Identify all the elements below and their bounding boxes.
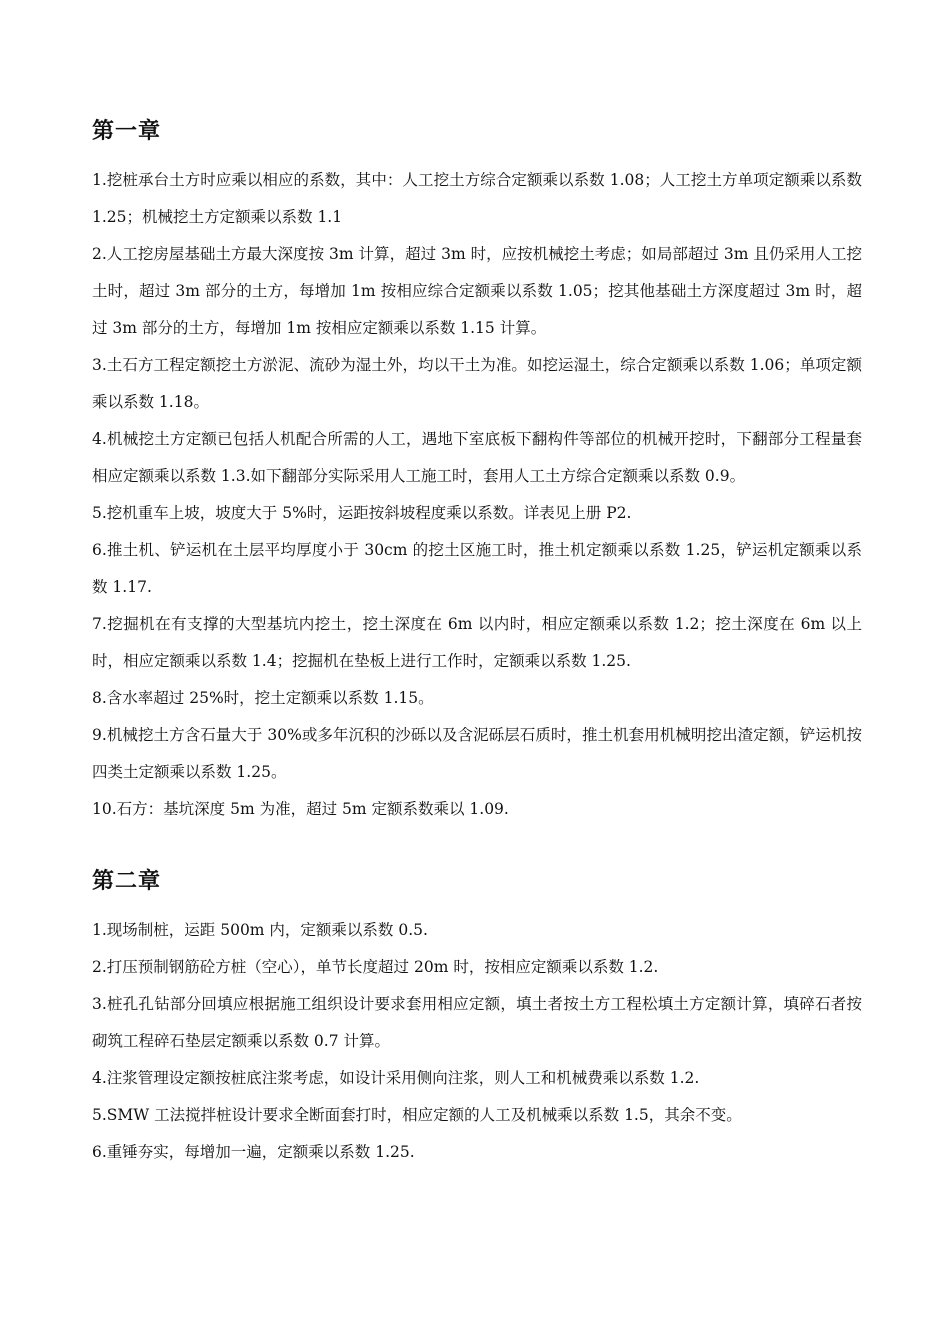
list-item: 6.推土机、铲运机在土层平均厚度小于 30cm 的挖土区施工时，推土机定额乘以系数 1.25，铲运机定额乘以系数 1.17.	[92, 541, 862, 596]
list-item: 3.土石方工程定额挖土方淤泥、流砂为湿土外，均以干土为准。如挖运湿土，综合定额乘以系数 1.06；单项定额乘以系数 1.18。	[92, 356, 862, 411]
list-item: 5.SMW 工法搅拌桩设计要求全断面套打时，相应定额的人工及机械乘以系数 1.5，其余不变。	[92, 1106, 742, 1124]
chapter-title: 第二章	[92, 869, 162, 894]
list-item: 1.挖桩承台土方时应乘以相应的系数，其中：人工挖土方综合定额乘以系数 1.08；人工挖土方单项定额乘以系数 1.25；机械挖土方定额乘以系数 1.1	[92, 171, 862, 226]
list-item: 7.挖掘机在有支撑的大型基坑内挖土，挖土深度在 6m 以内时，相应定额乘以系数 1.2；挖土深度在 6m 以上时，相应定额乘以系数 1.4；挖掘机在垫板上进行工作时，定额乘以系数 1.25.	[92, 615, 862, 670]
list-item: 4.注浆管理设定额按桩底注浆考虑，如设计采用侧向注浆，则人工和机械费乘以系数 1.2.	[92, 1069, 700, 1087]
list-item: 9.机械挖土方含石量大于 30%或多年沉积的沙砾以及含泥砾层石质时，推土机套用机械明挖出渣定额，铲运机按四类土定额乘以系数 1.25。	[92, 726, 862, 781]
list-item: 1.现场制桩，运距 500m 内，定额乘以系数 0.5.	[92, 921, 428, 939]
list-item: 10.石方：基坑深度 5m 为准，超过 5m 定额系数乘以 1.09.	[92, 800, 509, 818]
document-page	[92, 112, 862, 1171]
list-item: 2.打压预制钢筋砼方桩（空心），单节长度超过 20m 时，按相应定额乘以系数 1.2.	[92, 958, 659, 976]
list-item: 6.重锤夯实，每增加一遍，定额乘以系数 1.25.	[92, 1143, 415, 1161]
list-item: 4.机械挖土方定额已包括人机配合所需的人工，遇地下室底板下翻构件等部位的机械开挖时，下翻部分工程量套相应定额乘以系数 1.3.如下翻部分实际采用人工施工时，套用人工土方综合定额乘以系数 0.9。	[92, 430, 862, 485]
list-item: 5.挖机重车上坡，坡度大于 5%时，运距按斜坡程度乘以系数。详表见上册 P2.	[92, 504, 632, 522]
chapter-1	[92, 112, 862, 828]
chapter-2	[92, 862, 862, 1171]
list-item: 3.桩孔孔钻部分回填应根据施工组织设计要求套用相应定额，填土者按土方工程松填土方定额计算，填碎石者按砌筑工程碎石垫层定额乘以系数 0.7 计算。	[92, 995, 862, 1050]
list-item: 8.含水率超过 25%时，挖土定额乘以系数 1.15。	[92, 689, 434, 707]
list-item: 2.人工挖房屋基础土方最大深度按 3m 计算，超过 3m 时，应按机械挖土考虑；如局部超过 3m 且仍采用人工挖土时，超过 3m 部分的土方，每增加 1m 按相应综合定额乘以系数 1.05；挖其他基础土方深度超过 3m 时，超过 3m 部分的土方，每增加 1m 按相应定额乘以系数 1.15 计算。	[92, 245, 862, 337]
chapter-title: 第一章	[92, 119, 162, 144]
